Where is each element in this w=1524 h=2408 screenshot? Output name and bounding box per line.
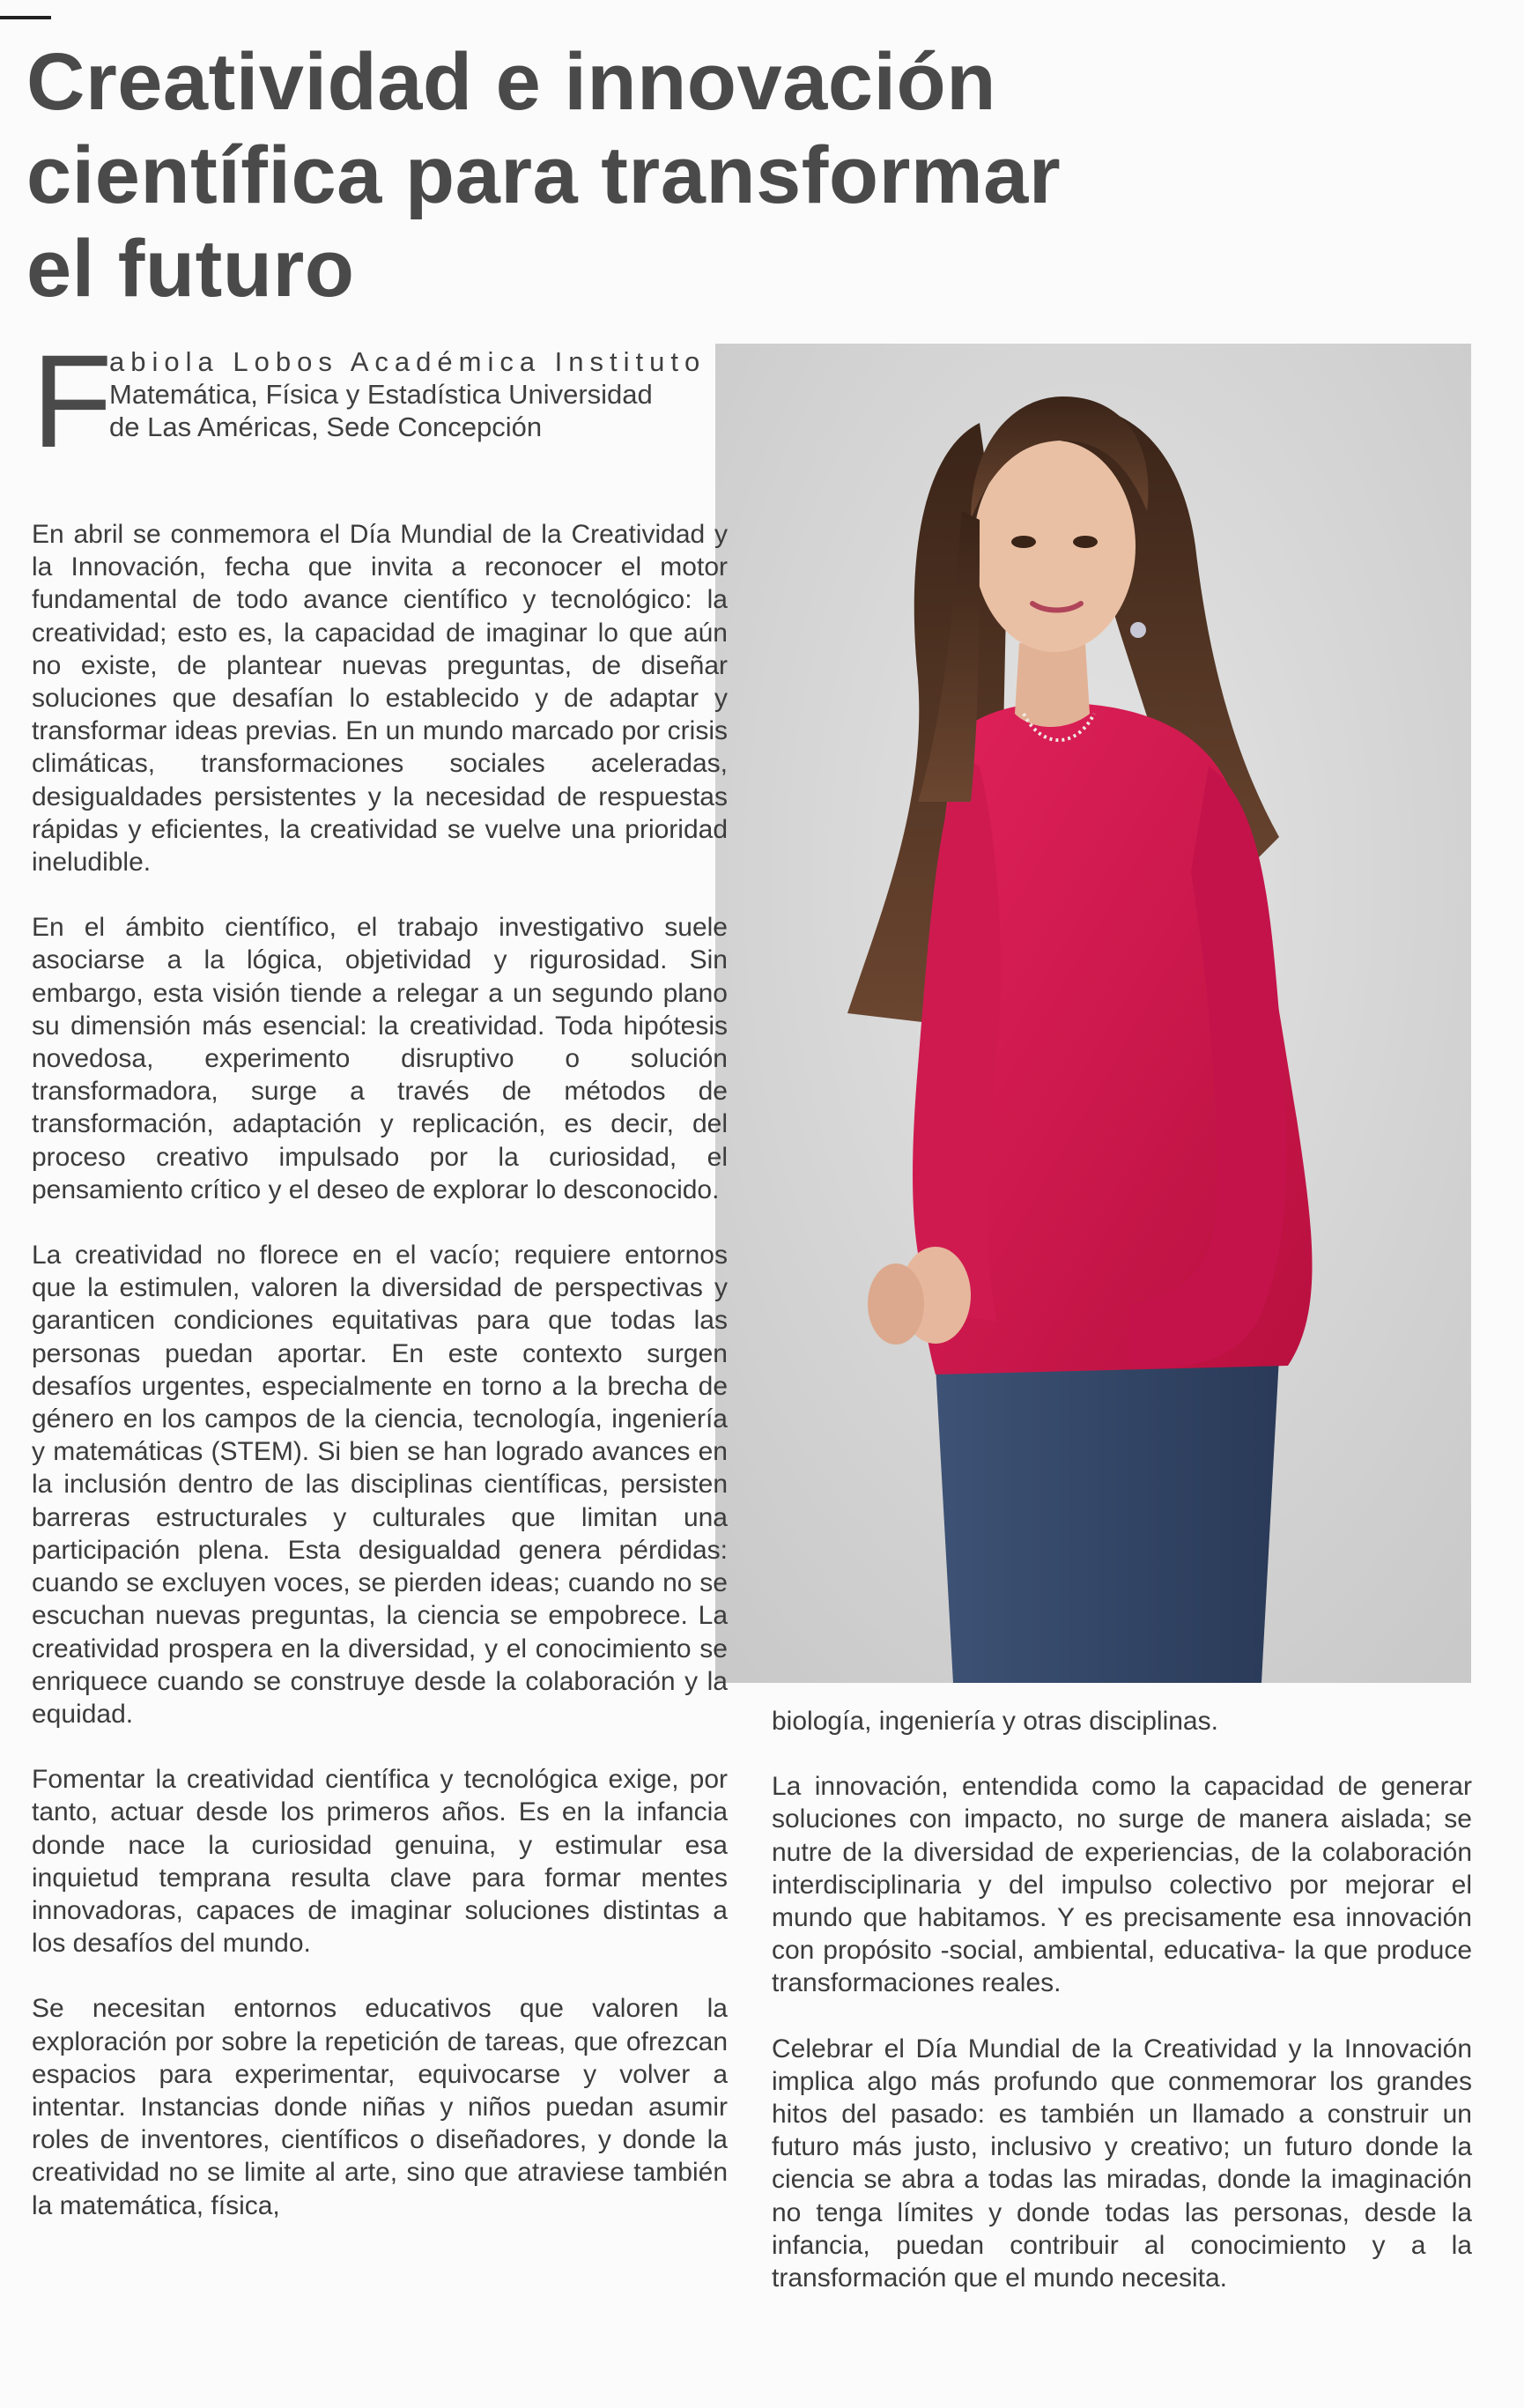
body-paragraph: Fomentar la creatividad científica y tecnológica exige, por tanto, actuar desde los primeros años. Es en la infancia donde nace la curiosidad genuina, y estimular esa inquietud temprana resulta clave para formar mentes innovadoras, capaces de imaginar soluciones distintas a los desafíos del mundo. (32, 1765, 728, 1959)
author-photo-illustration (715, 344, 1471, 1683)
article-body-right-column (772, 1705, 1472, 2327)
headline-line: científica para transformar (26, 130, 1062, 220)
body-paragraph: Se necesitan entornos educativos que valoren la exploración por sobre la repetición de tareas, que ofrezcan espacios para experimentar, equivocarse y volver a intentar. Instancias donde niñas y niños puedan asumir roles de inventores, científicos o diseñadores, y donde la creatividad no se limite al arte, sino que atraviese también la matemática, física, (32, 1994, 728, 2220)
dropcap-letter: F (32, 327, 113, 475)
top-rule (0, 16, 51, 19)
body-paragraph: La creatividad no florece en el vacío; requiere entornos que la estimulen, valoren la diversidad de perspectivas y garanticen condiciones equitativas para que todas las personas puedan aportar. En este contexto surgen desafíos urgentes, especialmente en torno a la brecha de género en los campos de la ciencia, tecnología, ingeniería y matemáticas (STEM). Si bien se han logrado avances en la inclusión dentro de las disciplinas científicas, persisten barreras estructurales y culturales que limitan una participación plena. Esta desigualdad genera pérdidas: cuando se excluyen voces, se pierden ideas; cuando no se escuchan nuevas preguntas, la ciencia se empobrece. La creatividad prospera en la diversidad, y el conocimiento se enriquece cuando se construye desde la colaboración y la equidad. (32, 1241, 728, 1729)
body-paragraph: La innovación, entendida como la capacidad de generar soluciones con impacto, no surge de manera aislada; se nutre de la diversidad de experiencias, de la colaboración interdisciplinaria y del impulso colectivo por mejorar el mundo que habitamos. Y es precisamente esa innovación con propósito -social, ambiental, educativa- la que produce transformaciones reales. (772, 1772, 1472, 1998)
byline-line: Matemática, Física y Estadística Universidad (109, 379, 653, 410)
byline-line: de Las Américas, Sede Concepción (109, 411, 543, 442)
headline-line: Creatividad e innovación (26, 37, 996, 127)
body-paragraph: En el ámbito científico, el trabajo investigativo suele asociarse a la lógica, objetividad y rigurosidad. Sin embargo, esta visión tiende a relegar a un segundo plano su dimensión más esencial: la creatividad. Toda hipótesis novedosa, experimento disruptivo o solución transformadora, surge a través de métodos de transformación, adaptación y replicación, es decir, del proceso creativo impulsado por la curiosidad, el pensamiento crítico y el deseo de explorar lo desconocido. (32, 913, 728, 1204)
headline-line: el futuro (26, 224, 355, 314)
author-photo (715, 344, 1471, 1683)
author-byline (32, 327, 707, 475)
byline-text (109, 345, 726, 443)
body-paragraph: En abril se conmemora el Día Mundial de la Creatividad y la Innovación, fecha que invita a reconocer el motor fundamental de todo avance científico y tecnológico: la creatividad; esto es, la capacidad de imaginar lo que aún no existe, de plantear nuevas preguntas, de diseñar soluciones que desafían lo establecido y de adaptar y transformar ideas previas. En un mundo marcado por crisis climáticas, transformaciones sociales aceleradas, desigualdades persistentes y la necesidad de respuestas rápidas y eficientes, la creatividad se vuelve una prioridad ineludible. (32, 520, 728, 878)
article-body-left-column (32, 518, 728, 2255)
body-paragraph: Celebrar el Día Mundial de la Creatividad y la Innovación implica algo más profundo que conmemorar los grandes hitos del pasado: es también un llamado a construir un futuro más justo, inclusivo y creativo; un futuro donde la ciencia se abra a todas las miradas, donde la imaginación no tenga límites y donde todas las personas, desde la infancia, puedan contribuir al conocimiento y a la transformación que el mundo necesita. (772, 2034, 1472, 2293)
body-paragraph: biología, ingeniería y otras disciplinas. (772, 1707, 1218, 1736)
byline-line: abiola Lobos Académica Instituto (109, 346, 707, 377)
article-headline (26, 35, 1084, 315)
